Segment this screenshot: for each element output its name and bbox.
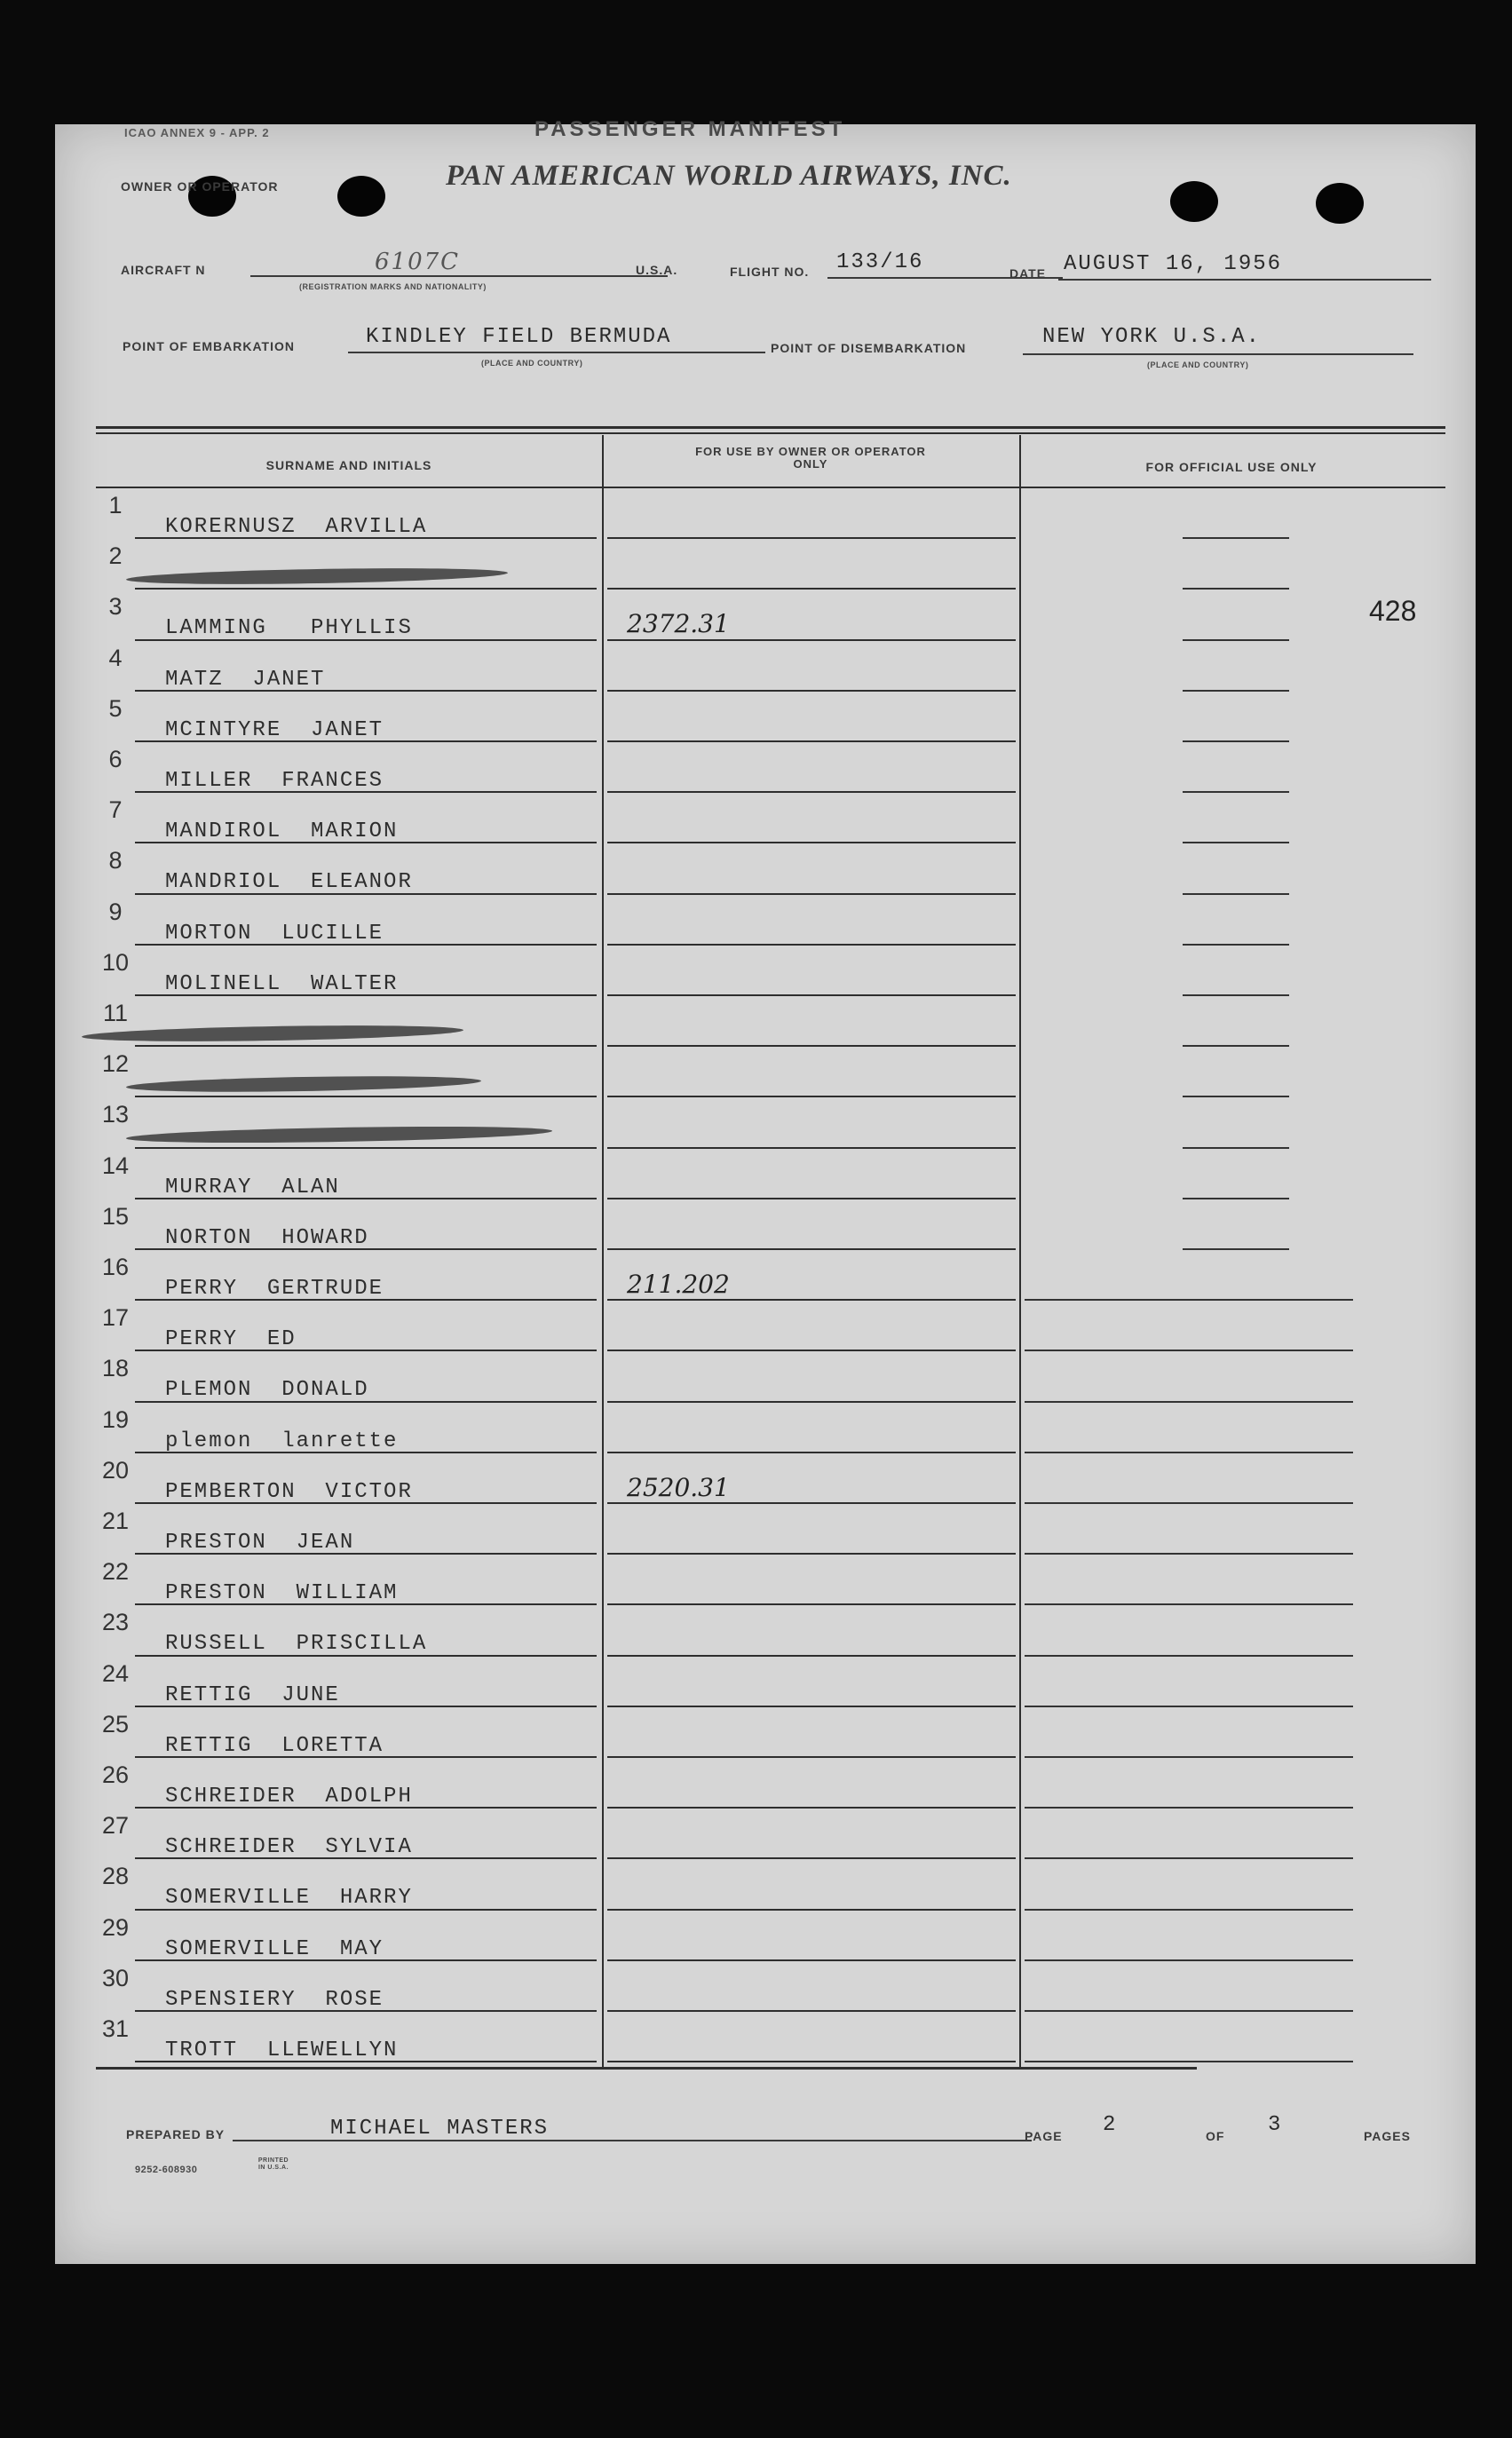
official-rule [1025, 2010, 1353, 2012]
official-rule [1025, 1807, 1353, 1809]
prepared-underline [233, 2140, 1032, 2141]
row-rule [607, 740, 1016, 742]
row-rule [135, 1909, 597, 1911]
row-rule [135, 2061, 597, 2062]
passenger-name: PERRY ED [165, 1327, 297, 1352]
row-rule [135, 2010, 597, 2012]
col-header-owner: FOR USE BY OWNER OR OPERATOR ONLY [695, 445, 926, 471]
pages-label: PAGES [1364, 2129, 1411, 2143]
official-rule [1025, 1502, 1353, 1504]
table-top-rule [96, 426, 1445, 429]
official-rule [1183, 1147, 1289, 1149]
official-rule [1183, 842, 1289, 843]
embark-value: KINDLEY FIELD BERMUDA [366, 325, 672, 349]
punch-hole [337, 176, 385, 217]
row-rule [607, 1147, 1016, 1149]
official-rule [1183, 1045, 1289, 1047]
passenger-name: PLEMON DONALD [165, 1378, 369, 1403]
row-rule [135, 1959, 597, 1961]
official-rule [1025, 1350, 1353, 1351]
official-rule [1025, 1959, 1353, 1961]
row-rule [607, 1198, 1016, 1199]
row-number: 12 [101, 1050, 130, 1078]
row-rule [135, 639, 597, 641]
page-value: 2 [1103, 2113, 1118, 2137]
row-number: 18 [101, 1355, 130, 1382]
official-rule [1183, 588, 1289, 590]
passenger-name: SCHREIDER ADOLPH [165, 1785, 413, 1809]
row-number: 15 [101, 1202, 130, 1230]
passenger-name: SOMERVILLE MAY [165, 1936, 384, 1961]
row-number: 4 [108, 644, 123, 671]
prepared-label: PREPARED BY [126, 2127, 226, 2141]
row-number: 30 [101, 1964, 130, 1991]
official-rule [1025, 1452, 1353, 1453]
row-rule [607, 944, 1016, 946]
col-header-official: FOR OFFICIAL USE ONLY [1145, 460, 1318, 474]
passenger-name: PRESTON WILLIAM [165, 1581, 399, 1606]
row-number: 20 [101, 1456, 130, 1484]
redaction-mark [126, 566, 508, 587]
row-number: 2 [108, 542, 123, 570]
owner-label: OWNER OR OPERATOR [121, 179, 279, 194]
passenger-name: MCINTYRE JANET [165, 717, 384, 742]
operator-note: 211.202 [627, 1270, 730, 1299]
row-rule [135, 1603, 597, 1605]
row-rule [607, 994, 1016, 996]
row-rule [607, 1248, 1016, 1250]
row-rule [135, 1756, 597, 1758]
row-rule [135, 1706, 597, 1707]
row-rule [607, 690, 1016, 692]
flight-value: 133/16 [836, 250, 924, 274]
passenger-name: SOMERVILLE HARRY [165, 1886, 413, 1911]
form-number: 9252-608930 [135, 2165, 198, 2175]
official-rule [1025, 1909, 1353, 1911]
row-number: 14 [101, 1152, 130, 1179]
row-number: 11 [102, 1000, 129, 1026]
stamp-number: 428 [1369, 595, 1417, 627]
row-number: 5 [108, 694, 123, 722]
official-rule [1025, 1299, 1353, 1301]
table-bottom-rule [96, 2067, 1197, 2070]
date-label: DATE [1009, 266, 1047, 281]
disembark-value: NEW YORK U.S.A. [1042, 325, 1262, 349]
passenger-name: MANDRIOL ELEANOR [165, 870, 413, 895]
row-rule [607, 791, 1016, 793]
passenger-name: SPENSIERY ROSE [165, 1987, 384, 2012]
official-rule [1183, 1096, 1289, 1097]
row-number: 1 [108, 492, 123, 518]
flight-label: FLIGHT NO. [730, 265, 810, 279]
row-number: 25 [101, 1710, 130, 1737]
row-rule [135, 994, 597, 996]
row-rule [135, 1299, 597, 1301]
row-number: 21 [101, 1508, 130, 1534]
row-rule [135, 1248, 597, 1250]
row-number: 22 [101, 1558, 130, 1586]
official-rule [1183, 639, 1289, 641]
row-rule [607, 1655, 1016, 1657]
row-rule [607, 588, 1016, 590]
row-rule [135, 1857, 597, 1859]
row-number: 8 [108, 847, 123, 875]
aircraft-sublabel: (REGISTRATION MARKS AND NATIONALITY) [299, 282, 487, 291]
official-rule [1025, 2061, 1353, 2062]
official-rule [1025, 1857, 1353, 1859]
of-label: OF [1206, 2129, 1225, 2143]
row-number: 24 [101, 1659, 130, 1687]
official-rule [1183, 1198, 1289, 1199]
official-rule [1183, 994, 1289, 996]
official-rule [1025, 1401, 1353, 1403]
row-rule [135, 1553, 597, 1555]
row-number: 29 [101, 1913, 130, 1941]
official-rule [1025, 1603, 1353, 1605]
row-rule [135, 1198, 597, 1199]
row-rule [135, 1147, 597, 1149]
punch-hole [1170, 181, 1218, 222]
row-number: 19 [101, 1405, 130, 1433]
passenger-name: KORERNUSZ ARVILLA [165, 515, 428, 539]
official-rule [1183, 893, 1289, 895]
row-rule [135, 893, 597, 895]
official-rule [1183, 944, 1289, 946]
table-top-rule-2 [96, 432, 1445, 434]
passenger-name: TROTT LLEWELLYN [165, 2038, 399, 2062]
row-rule [607, 1706, 1016, 1707]
passenger-name: MOLINELL WALTER [165, 971, 399, 996]
redaction-mark [82, 1023, 463, 1044]
redaction-mark [126, 1124, 552, 1145]
row-number: 3 [108, 593, 123, 621]
of-value: 3 [1268, 2113, 1283, 2137]
official-rule [1025, 1553, 1353, 1555]
embark-label: POINT OF EMBARKATION [123, 339, 295, 353]
row-number: 17 [101, 1304, 130, 1332]
passenger-name: SCHREIDER SYLVIA [165, 1835, 413, 1860]
row-rule [135, 1807, 597, 1809]
passenger-name: PERRY GERTRUDE [165, 1277, 384, 1301]
top-cut-title: PASSENGER MANIFEST [534, 117, 846, 141]
row-rule [607, 893, 1016, 895]
row-number: 9 [108, 898, 123, 925]
row-rule [607, 1807, 1016, 1809]
row-rule [607, 2010, 1016, 2012]
passenger-name: plemon lanrette [165, 1429, 399, 1453]
row-number: 6 [108, 746, 123, 772]
official-rule [1183, 537, 1289, 539]
col-header-surname: SURNAME AND INITIALS [265, 458, 432, 472]
official-rule [1025, 1756, 1353, 1758]
row-rule [135, 1655, 597, 1657]
row-number: 28 [101, 1863, 130, 1890]
official-rule [1183, 740, 1289, 742]
row-rule [607, 842, 1016, 843]
row-number: 27 [101, 1812, 130, 1840]
row-rule [135, 1350, 597, 1351]
passenger-name: LAMMING PHYLLIS [165, 616, 413, 641]
operator-note: 2520.31 [627, 1472, 730, 1502]
row-rule [607, 1553, 1016, 1555]
row-rule [607, 1452, 1016, 1453]
airline-name: PAN AMERICAN WORLD AIRWAYS, INC. [446, 160, 1012, 192]
row-rule [607, 1857, 1016, 1859]
row-rule [135, 791, 597, 793]
disembark-label: POINT OF DISEMBARKATION [771, 341, 967, 355]
annex-label: ICAO ANNEX 9 - APP. 2 [124, 126, 270, 139]
prepared-value: MICHAEL MASTERS [330, 2117, 550, 2141]
row-rule [607, 1096, 1016, 1097]
manifest-sheet [55, 117, 1476, 2264]
row-rule [135, 1401, 597, 1403]
passenger-name: MATZ JANET [165, 667, 326, 692]
row-rule [607, 1350, 1016, 1351]
aircraft-underline [250, 275, 668, 277]
row-rule [135, 944, 597, 946]
row-rule [135, 740, 597, 742]
row-rule [135, 1096, 597, 1097]
row-number: 13 [101, 1101, 130, 1128]
embark-underline [348, 352, 765, 353]
row-number: 23 [101, 1609, 130, 1636]
printed-note: PRINTED IN U.S.A. [257, 2157, 289, 2171]
disembark-sublabel: (PLACE AND COUNTRY) [1147, 360, 1249, 369]
row-rule [607, 1045, 1016, 1047]
official-rule [1183, 1248, 1289, 1250]
nationality: U.S.A. [636, 263, 678, 277]
operator-note: 2372.31 [627, 609, 730, 639]
date-value: AUGUST 16, 1956 [1064, 252, 1283, 276]
row-number: 10 [101, 948, 130, 976]
row-rule [607, 1299, 1016, 1301]
official-rule [1183, 791, 1289, 793]
row-number: 16 [101, 1254, 130, 1280]
passenger-name: RETTIG JUNE [165, 1682, 340, 1707]
date-underline [1058, 279, 1431, 281]
column-divider-1 [602, 435, 604, 2067]
disembark-underline [1023, 353, 1413, 355]
row-rule [135, 588, 597, 590]
passenger-name: PEMBERTON VICTOR [165, 1479, 413, 1504]
row-number: 26 [101, 1761, 130, 1788]
official-rule [1025, 1655, 1353, 1657]
row-rule [607, 1909, 1016, 1911]
passenger-name: MILLER FRANCES [165, 769, 384, 793]
row-rule [607, 1401, 1016, 1403]
row-rule [607, 537, 1016, 539]
row-rule [607, 1603, 1016, 1605]
passenger-name: RUSSELL PRISCILLA [165, 1632, 428, 1657]
header-bottom-rule [96, 487, 1445, 488]
row-number: 7 [108, 796, 123, 824]
row-rule [607, 2061, 1016, 2062]
row-rule [135, 842, 597, 843]
page-label: PAGE [1025, 2129, 1063, 2143]
row-rule [135, 1452, 597, 1453]
passenger-name: NORTON HOWARD [165, 1225, 369, 1250]
aircraft-label: AIRCRAFT N [121, 263, 206, 277]
row-rule [135, 1045, 597, 1047]
official-rule [1025, 1706, 1353, 1707]
passenger-name: RETTIG LORETTA [165, 1733, 384, 1758]
row-rule [607, 1502, 1016, 1504]
aircraft-value: 6107C [375, 249, 461, 275]
official-rule [1183, 690, 1289, 692]
punch-hole [1316, 183, 1364, 224]
passenger-name: PRESTON JEAN [165, 1531, 355, 1555]
passenger-name: MORTON LUCILLE [165, 921, 384, 946]
passenger-name: MURRAY ALAN [165, 1175, 340, 1199]
passenger-name: MANDIROL MARION [165, 819, 399, 844]
row-rule [135, 1502, 597, 1504]
redaction-mark [126, 1074, 481, 1095]
row-rule [135, 690, 597, 692]
column-divider-2 [1019, 435, 1021, 2067]
row-number: 31 [101, 2015, 130, 2042]
row-rule [607, 1756, 1016, 1758]
row-rule [607, 1959, 1016, 1961]
row-rule [135, 537, 597, 539]
row-rule [607, 639, 1016, 641]
embark-sublabel: (PLACE AND COUNTRY) [481, 359, 583, 368]
